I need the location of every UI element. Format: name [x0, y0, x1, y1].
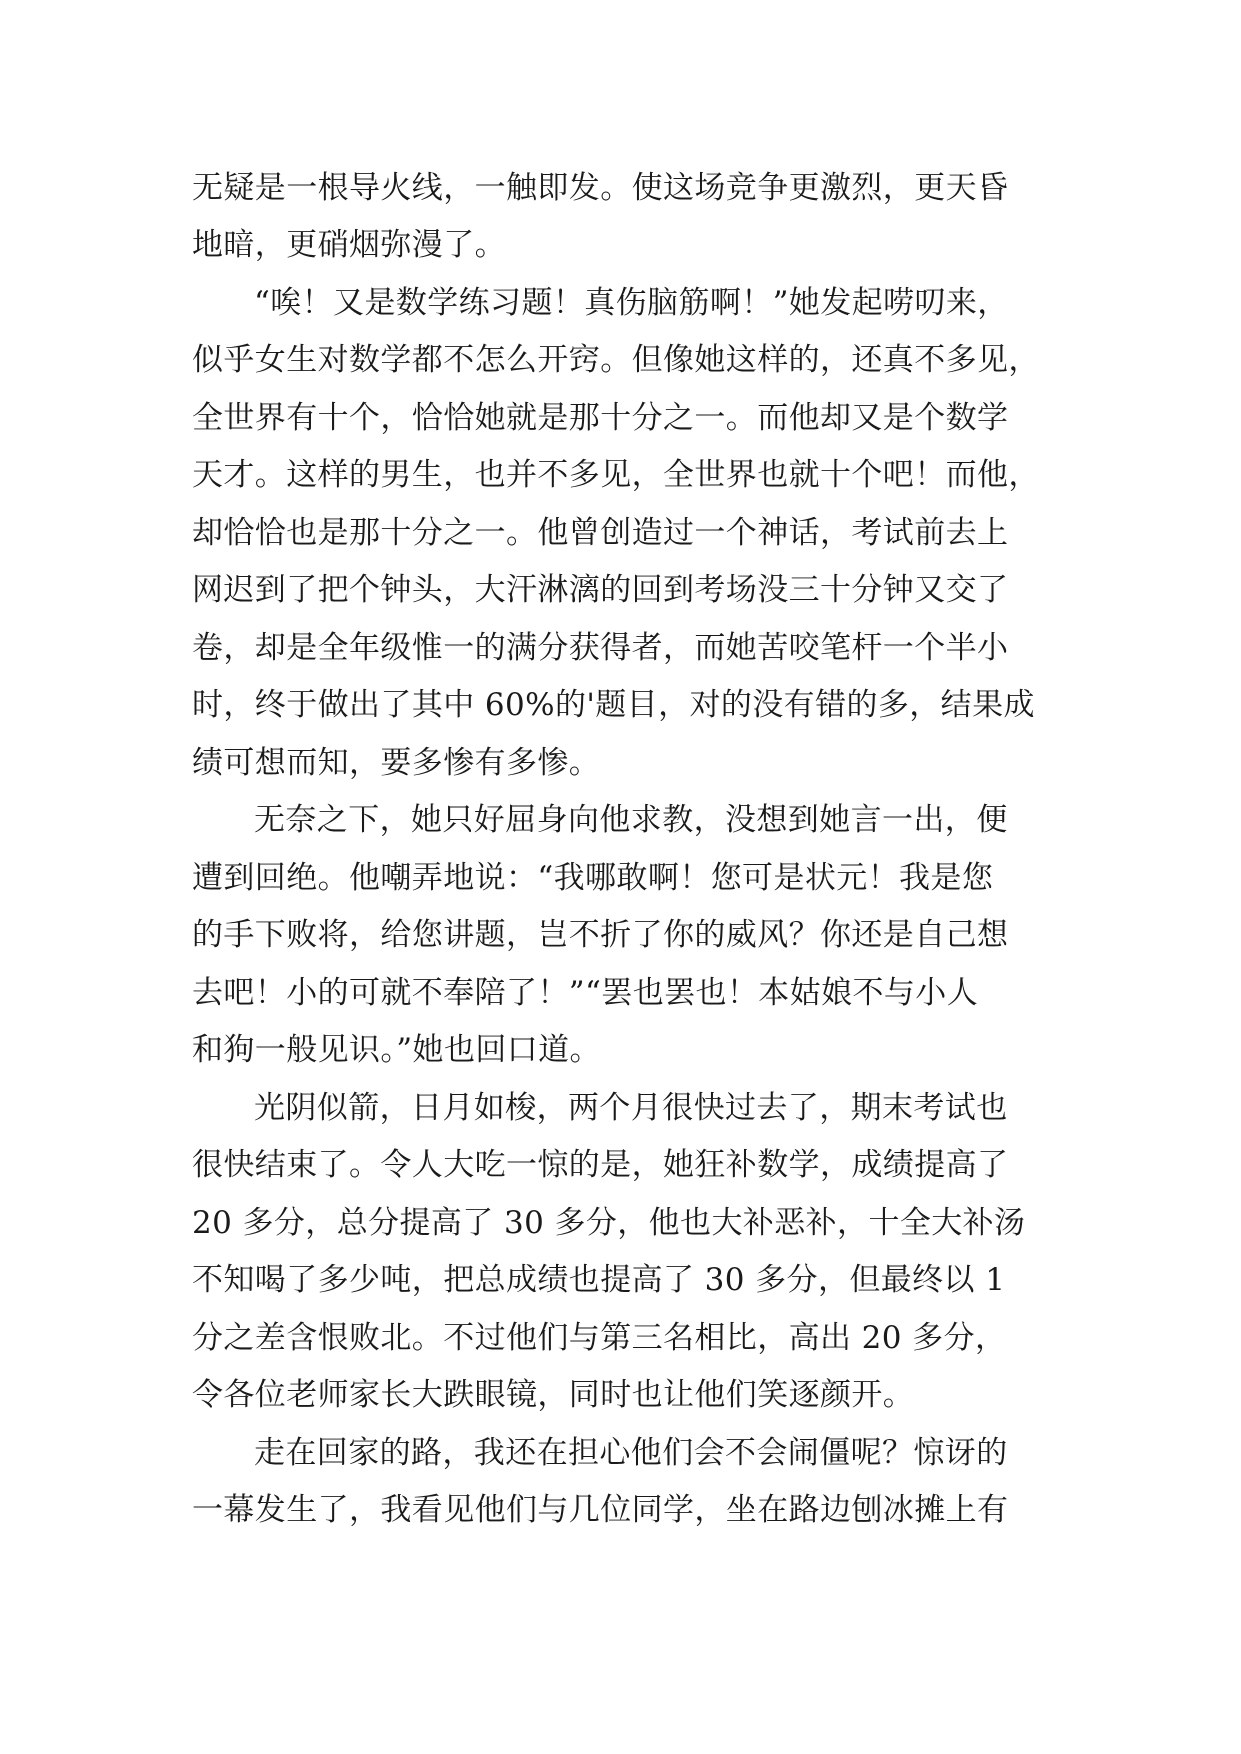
paragraph-start-line: 走在回家的路，我还在担心他们会不会闹僵呢？惊讶的	[254, 1435, 1008, 1471]
text-line: 和狗一般见识。”她也回口道。	[192, 1032, 601, 1068]
text-line: 却恰恰也是那十分之一。他曾创造过一个神话，考试前去上	[192, 515, 1009, 551]
text-line: 时，终于做出了其中 60%的'题目，对的没有错的多，结果成	[192, 687, 1035, 723]
text-line: 不知喝了多少吨，把总成绩也提高了 30 多分，但最终以 1	[192, 1262, 1006, 1298]
paragraph-start-line: “唉！又是数学练习题！真伤脑筋啊！”她发起唠叨来，	[254, 285, 1009, 321]
text-line: 令各位老师家长大跌眼镜，同时也让他们笑逐颜开。	[192, 1377, 915, 1413]
text-line: 地暗，更硝烟弥漫了。	[192, 227, 506, 263]
text-line: 遭到回绝。他嘲弄地说：“我哪敢啊！您可是状元！我是您	[192, 860, 994, 896]
text-line: 全世界有十个，恰恰她就是那十分之一。而他却又是个数学	[192, 400, 1009, 436]
text-line: 卷，却是全年级惟一的满分获得者，而她苦咬笔杆一个半小	[192, 630, 1009, 666]
text-line: 绩可想而知，要多惨有多惨。	[192, 745, 601, 781]
text-line: 天才。这样的男生，也并不多见，全世界也就十个吧！而他，	[192, 457, 1040, 493]
text-line: 的手下败将，给您讲题，岂不折了你的威风？你还是自己想	[192, 917, 1009, 953]
text-line: 20 多分，总分提高了 30 多分，他也大补恶补，十全大补汤	[192, 1205, 1026, 1241]
text-line: 分之差含恨败北。不过他们与第三名相比，高出 20 多分，	[192, 1320, 1007, 1356]
text-line: 去吧！小的可就不奉陪了！”“罢也罢也！本姑娘不与小人	[192, 975, 979, 1011]
text-line: 似乎女生对数学都不怎么开窍。但像她这样的，还真不多见，	[192, 342, 1040, 378]
text-line: 很快结束了。令人大吃一惊的是，她狂补数学，成绩提高了	[192, 1147, 1009, 1183]
paragraph-start-line: 光阴似箭，日月如梭，两个月很快过去了，期末考试也	[254, 1090, 1008, 1126]
text-line: 网迟到了把个钟头，大汗淋漓的回到考场没三十分钟又交了	[192, 572, 1009, 608]
paragraph-start-line: 无奈之下，她只好屈身向他求教，没想到她言一出，便	[254, 802, 1008, 838]
text-line: 无疑是一根导火线，一触即发。使这场竞争更激烈，更天昏	[192, 170, 1009, 206]
text-line: 一幕发生了，我看见他们与几位同学，坐在路边刨冰摊上有	[192, 1492, 1009, 1528]
